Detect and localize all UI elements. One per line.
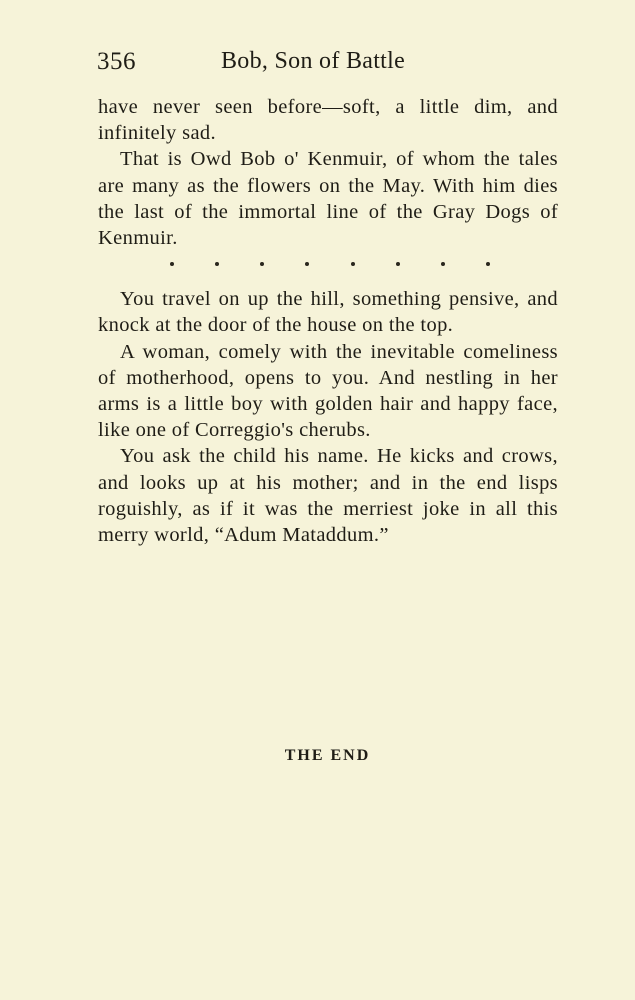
paragraph-woman: A woman, comely with the inevitable comeliness of motherhood, opens to you. And nestling in her arms is a little boy with golden hair and happy face, like one of Correggio's cherubs. xyxy=(98,340,558,442)
ellipsis-dot xyxy=(215,262,219,266)
ellipsis-dot xyxy=(441,262,445,266)
section-break-dots xyxy=(170,251,490,277)
ellipsis-dot xyxy=(260,262,264,266)
ellipsis-dot xyxy=(170,262,174,266)
the-end-heading: THE END xyxy=(284,747,371,764)
paragraph-owd-bob: That is Owd Bob o' Kenmuir, of whom the tales are many as the flowers on the May. With him dies the last of the immortal line of the Gray Dogs of Kenmuir. xyxy=(98,148,558,250)
running-head xyxy=(97,46,557,80)
paragraph-travel: You travel on up the hill, something pensive, and knock at the door of the house on the top. xyxy=(98,288,558,337)
body-text xyxy=(98,94,558,548)
book-title: Bob, Son of Battle xyxy=(221,48,406,74)
spacer xyxy=(98,277,558,286)
ellipsis-dot xyxy=(305,262,309,266)
ellipsis-dot xyxy=(486,262,490,266)
paragraph-continuation: have never seen before—soft, a little dim, and infinitely sad. xyxy=(98,96,558,145)
paragraph-child: You ask the child his name. He kicks and crows, and looks up at his mother; and in the end lisps roguishly, as if it was the merriest joke in all this merry world, “Adum Mataddum.” xyxy=(98,445,558,547)
ellipsis-dot xyxy=(351,262,355,266)
page-number: 356 xyxy=(97,48,136,75)
ellipsis-dot xyxy=(396,262,400,266)
